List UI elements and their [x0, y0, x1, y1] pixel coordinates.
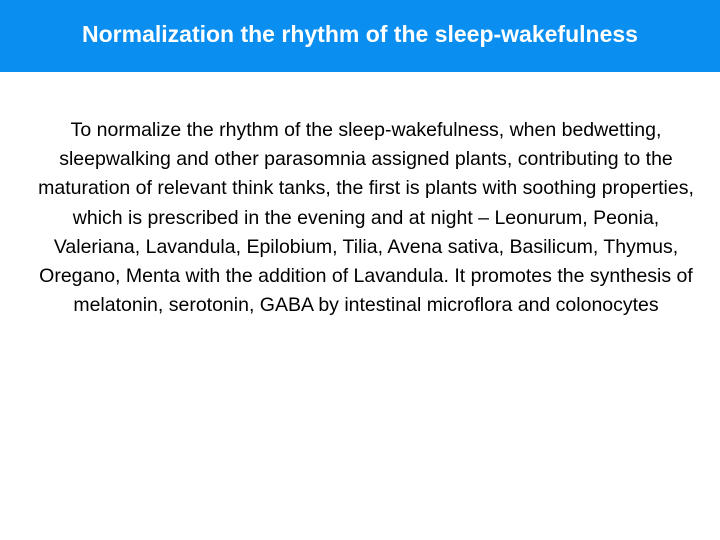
- title-bar: [0, 0, 720, 72]
- slide-body-text: To normalize the rhythm of the sleep-wakefulness, when bedwetting, sleepwalking and other parasomnia assigned plants, contributing to the maturation of relevant think tanks, the first is plants with soothing properties, which is prescribed in the evening and at night – Leonurum, Peonia, Valeriana, Lavandula, Epilobium, Tilia, Avena sativa, Basilicum, Thymus, Oregano, Menta with the addition of Lavandula. It promotes the synthesis of melatonin, serotonin, GABA by intestinal microflora and colonocytes: [38, 119, 694, 317]
- slide-title: Normalization the rhythm of the sleep-wakefulness: [82, 20, 638, 47]
